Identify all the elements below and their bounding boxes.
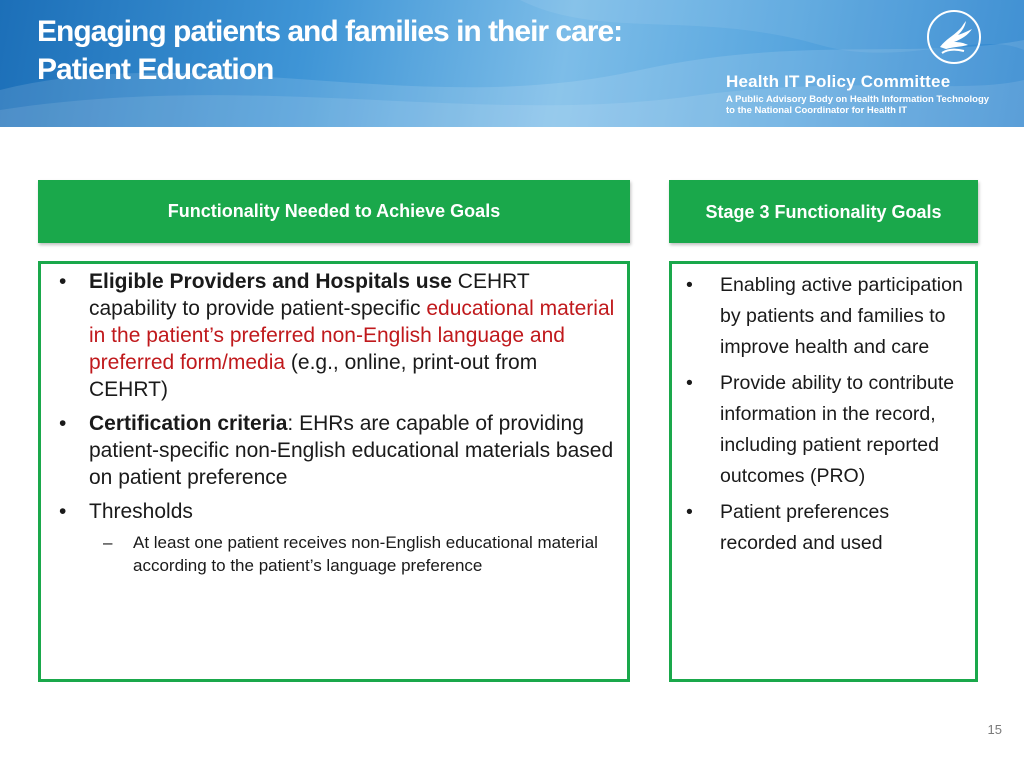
bullet-text: (e.g., online, print-out from CEHRT) — [89, 351, 538, 401]
sub-bullet-list — [89, 531, 621, 577]
org-subtitle-line2: to the National Coordinator for Health IT — [726, 105, 908, 116]
org-subtitle-line1: A Public Advisory Body on Health Information Technology — [726, 94, 990, 105]
bullet-icon: • — [59, 412, 67, 435]
slide-title-line1: Engaging patients and families in their care: — [37, 15, 623, 48]
bullet-icon: • — [59, 500, 67, 523]
dash-icon: – — [103, 533, 113, 552]
right-panel — [669, 261, 978, 682]
list-item — [51, 268, 621, 403]
bullet-text: Thresholds — [89, 500, 193, 523]
bullet-text: Patient preferences recorded and used — [720, 501, 890, 554]
bullet-bold-text: Eligible Providers and Hospitals use — [89, 270, 452, 293]
bullet-text: CEHRT capability to provide patient-specific — [89, 270, 530, 320]
bullet-icon: • — [686, 501, 693, 523]
list-item — [680, 368, 970, 492]
bullet-text: : EHRs are capable of providing patient-specific non-English educational materials based on patient preference — [89, 412, 614, 489]
list-item — [680, 497, 970, 559]
left-bullet-list — [51, 268, 621, 584]
slide-title-line2: Patient Education — [37, 53, 274, 86]
bullet-text: Provide ability to contribute information in the record, including patient reported outcomes (PRO) — [720, 372, 955, 487]
slide-title — [37, 13, 622, 89]
org-subtitle — [726, 94, 989, 116]
title-banner — [0, 0, 1024, 127]
hhs-eagle-icon — [926, 9, 982, 65]
bullet-highlight-text: educational material in the patient’s preferred non-English language and preferred form/media — [89, 297, 615, 374]
sub-list-item — [89, 531, 621, 577]
list-item — [51, 498, 621, 577]
bullet-bold-text: Certification criteria — [89, 412, 288, 435]
bullet-icon: • — [59, 270, 67, 293]
page-number: 15 — [987, 722, 1002, 737]
sub-bullet-text: At least one patient receives non-English educational material according to the patient’s language preference — [133, 533, 598, 575]
list-item — [680, 270, 970, 363]
org-name: Health IT Policy Committee — [726, 72, 951, 91]
bullet-text: Enabling active participation by patients and families to improve health and care — [720, 274, 963, 358]
bullet-icon: • — [686, 372, 693, 394]
left-panel-heading: Functionality Needed to Achieve Goals — [38, 180, 630, 243]
bullet-icon: • — [686, 274, 693, 296]
left-panel — [38, 261, 630, 682]
right-panel-heading: Stage 3 Functionality Goals — [669, 180, 978, 243]
right-bullet-list — [680, 270, 970, 564]
list-item — [51, 410, 621, 491]
